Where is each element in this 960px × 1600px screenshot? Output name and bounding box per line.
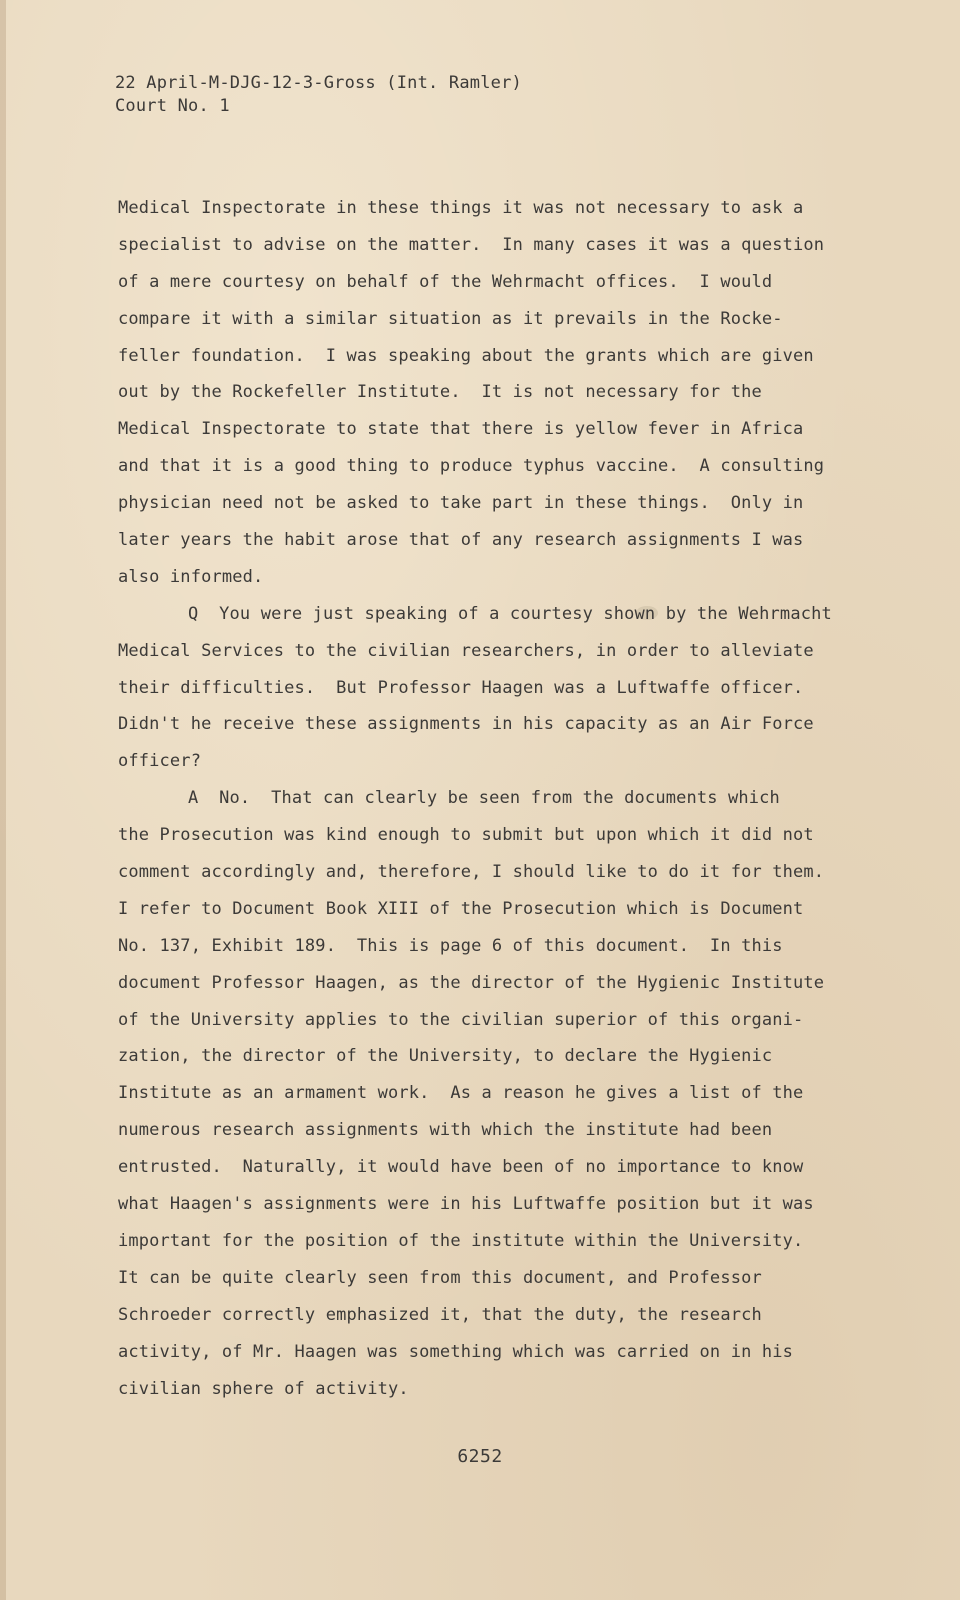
text-line: Medical Inspectorate in these things it was not necessary to ask a xyxy=(118,198,804,218)
text-line: and that it is a good thing to produce typhus vaccine. A consulting xyxy=(118,456,825,477)
text-line: Medical Services to the civilian researchers, in order to alleviate xyxy=(118,640,814,661)
text-line: also informed. xyxy=(118,566,264,587)
text-line: feller foundation. I was speaking about the grants which are given xyxy=(118,345,814,366)
text-line: Medical Inspectorate to state that there is yellow fever in Africa xyxy=(118,419,804,440)
text-line: later years the habit arose that of any research assignments I was xyxy=(118,530,804,551)
text-line: numerous research assignments with which the institute had been xyxy=(118,1120,773,1141)
text-line: It can be quite clearly seen from this document, and Professor xyxy=(118,1267,762,1288)
header-session-line: 22 April-M-DJG-12-3-Gross (Int. Ramler) xyxy=(115,73,522,93)
document-header xyxy=(115,72,522,118)
text-line: Schroeder correctly emphasized it, that the duty, the research xyxy=(118,1304,762,1325)
text-line: the Prosecution was kind enough to submit but upon which it did not xyxy=(118,825,814,846)
text-line: zation, the director of the University, to declare the Hygienic xyxy=(118,1046,773,1067)
text-line: specialist to advise on the matter. In many cases it was a question xyxy=(118,234,825,255)
text-line: Institute as an armament work. As a reason he gives a list of the xyxy=(118,1083,804,1104)
text-line: of the University applies to the civilian superior of this organi- xyxy=(118,1009,804,1030)
text-line: I refer to Document Book XIII of the Prosecution which is Document xyxy=(118,898,804,919)
transcript-body xyxy=(118,190,838,1407)
header-court-line: Court No. 1 xyxy=(115,96,230,116)
text-line: civilian sphere of activity. xyxy=(118,1378,409,1399)
text-line: officer? xyxy=(118,751,202,772)
text-line: Q You were just speaking of a courtesy shown by the Wehrmacht xyxy=(188,603,832,624)
text-line: important for the position of the institute within the University. xyxy=(118,1230,804,1251)
text-line: physician need not be asked to take part in these things. Only in xyxy=(118,493,804,514)
text-line: compare it with a similar situation as it prevails in the Rocke- xyxy=(118,308,783,329)
text-line: A No. That can clearly be seen from the documents which xyxy=(188,788,780,809)
text-line: Didn't he receive these assignments in his capacity as an Air Force xyxy=(118,714,814,735)
text-line: what Haagen's assignments were in his Luftwaffe position but it was xyxy=(118,1194,814,1215)
page-number: 6252 xyxy=(457,1446,503,1467)
paragraph-answer xyxy=(118,780,838,1407)
paragraph-continuation xyxy=(118,190,838,596)
text-line: entrusted. Naturally, it would have been of no importance to know xyxy=(118,1157,804,1178)
text-line: comment accordingly and, therefore, I should like to do it for them. xyxy=(118,862,825,883)
text-line: their difficulties. But Professor Haagen was a Luftwaffe officer. xyxy=(118,677,804,698)
text-line: activity, of Mr. Haagen was something which was carried on in his xyxy=(118,1341,794,1362)
text-line: No. 137, Exhibit 189. This is page 6 of this document. In this xyxy=(118,935,783,956)
text-line: document Professor Haagen, as the director of the Hygienic Institute xyxy=(118,972,825,993)
text-line: of a mere courtesy on behalf of the Wehrmacht offices. I would xyxy=(118,271,773,292)
paragraph-question xyxy=(118,596,838,780)
text-line: out by the Rockefeller Institute. It is not necessary for the xyxy=(118,382,762,403)
